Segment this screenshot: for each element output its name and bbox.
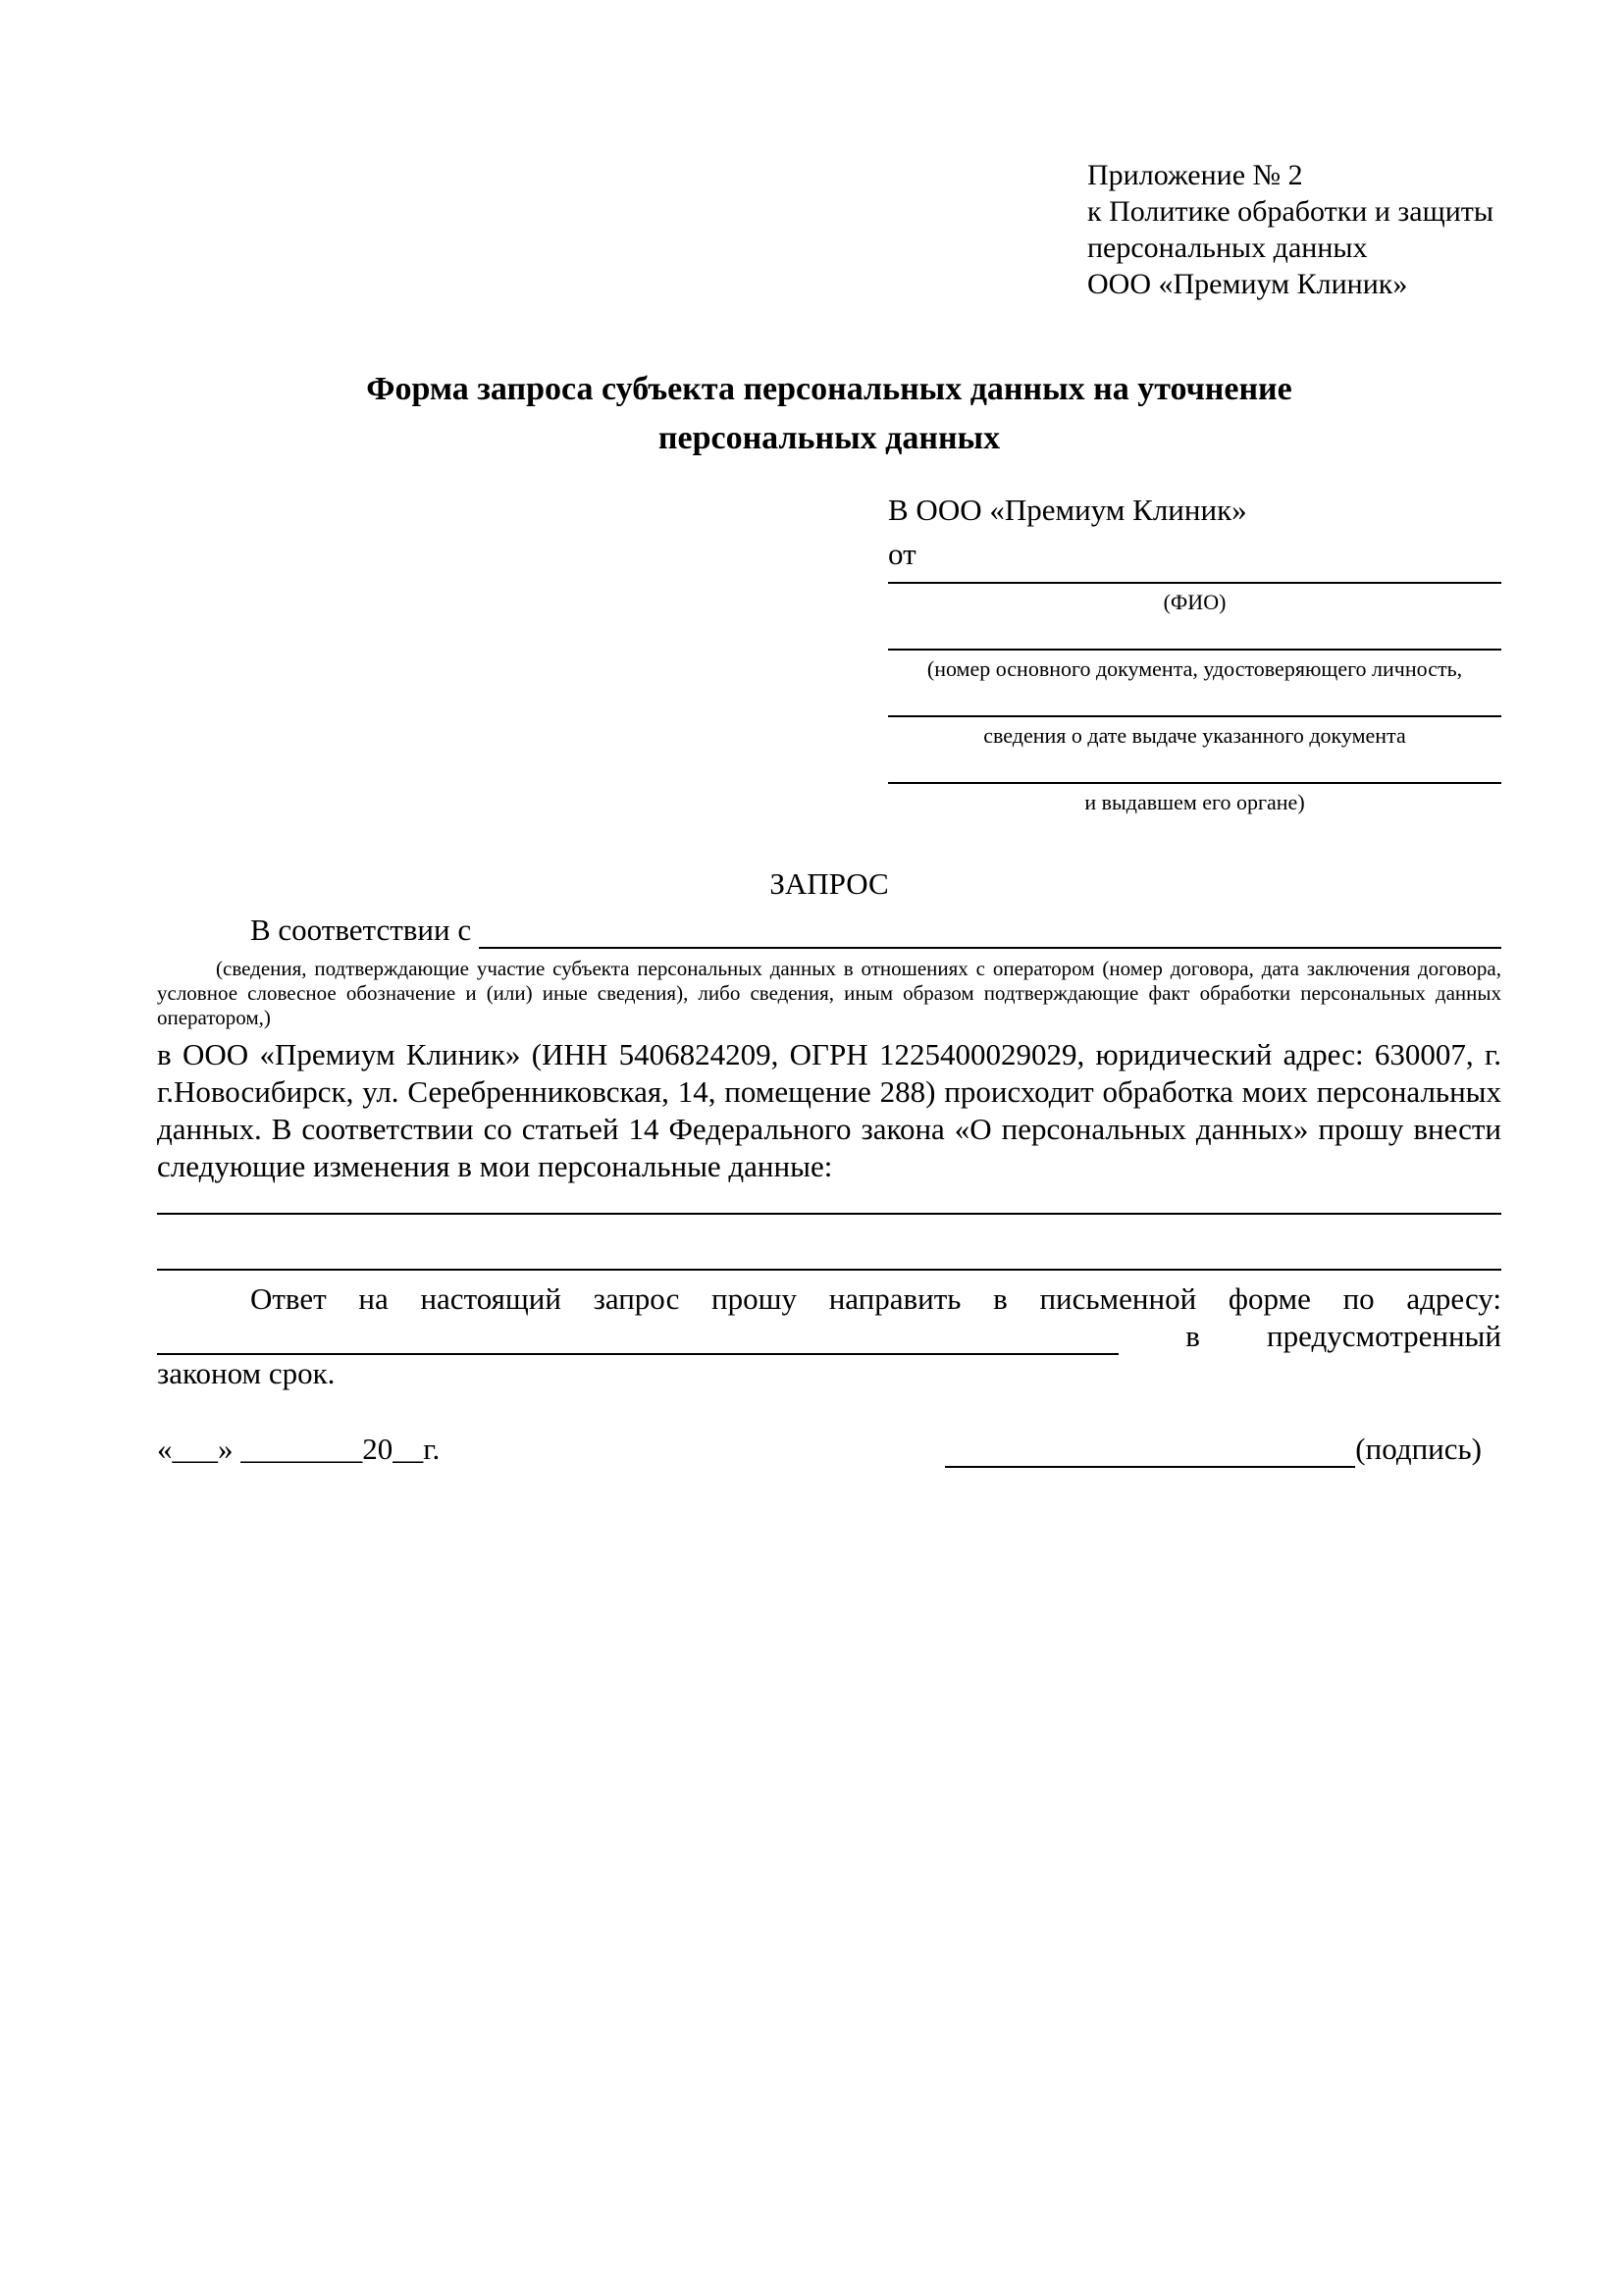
appendix-line: Приложение № 2	[1087, 159, 1303, 191]
request-heading: ЗАПРОС	[769, 866, 889, 901]
appendix-block	[1087, 157, 1501, 302]
signature-caption: (подпись)	[1355, 1432, 1482, 1466]
date-line: «___» ________20__г.	[157, 1432, 441, 1466]
id-number-blank-line	[888, 649, 1501, 651]
reply-paragraph-line3: законом срок.	[157, 1356, 336, 1390]
changes-blank-line-2	[157, 1269, 1501, 1271]
fio-blank-line	[888, 582, 1501, 584]
accordance-label: В соответствии с	[250, 913, 472, 947]
signature-group	[945, 1431, 1482, 1468]
recipient-from-label: от	[888, 537, 916, 571]
issue-date-caption: сведения о дате выдаче указанного документа	[983, 723, 1406, 748]
id-number-caption: (номер основного документа, удостоверяющего личность,	[926, 656, 1463, 681]
request-body-paragraph: в ООО «Премиум Клиник» (ИНН 5406824209, ОГРН 1225400029029, юридический адрес: 630007, г. г.Новосибирск, ул. Серебренниковская, 14, помещение 288) происходит обработка моих персональных данных. В соответствии со статьей 14 Федерального закона «О персональных данных» прошу внести следующие изменения в мои персональные данные:	[157, 1037, 1501, 1183]
recipient-to: В ООО «Премиум Клиник»	[888, 493, 1247, 527]
appendix-line: к Политике обработки и защиты	[1087, 195, 1494, 228]
reply-paragraph-line1: Ответ на настоящий запрос прошу направить в письменной форме по адресу:	[250, 1281, 1501, 1316]
signature-blank-line	[945, 1435, 1355, 1468]
changes-blank-line-1	[157, 1213, 1501, 1215]
issuing-authority-blank-line	[888, 782, 1501, 784]
footer-row	[157, 1431, 1501, 1468]
appendix-line: ООО «Премиум Клиник»	[1087, 268, 1408, 300]
recipient-block	[888, 495, 1501, 815]
reply-paragraph-line2	[157, 1318, 1501, 1355]
fio-caption: (ФИО)	[1163, 590, 1227, 614]
issuing-authority-caption: и выдавшем его органе)	[1084, 790, 1305, 814]
accordance-caption: (сведения, подтверждающие участие субъекта персональных данных в отношениях с оператором (номер договора, дата заключения договора, условное словесное обозначение и (или) иные сведения), либо сведения, иным образом подтверждающие факт обработки персональных данных оператором,)	[157, 957, 1501, 1029]
reply-word-predusmotrenny: предусмотренный	[1267, 1319, 1501, 1353]
accordance-blank-line	[479, 915, 1501, 949]
accordance-line	[157, 911, 1501, 949]
issue-date-blank-line	[888, 715, 1501, 717]
appendix-line: персональных данных	[1087, 232, 1368, 264]
reply-address-blank-line	[157, 1322, 1119, 1355]
document-title: Форма запроса субъекта персональных данных на уточнение персональных данных	[366, 371, 1292, 456]
reply-word-v: в	[1185, 1319, 1200, 1353]
